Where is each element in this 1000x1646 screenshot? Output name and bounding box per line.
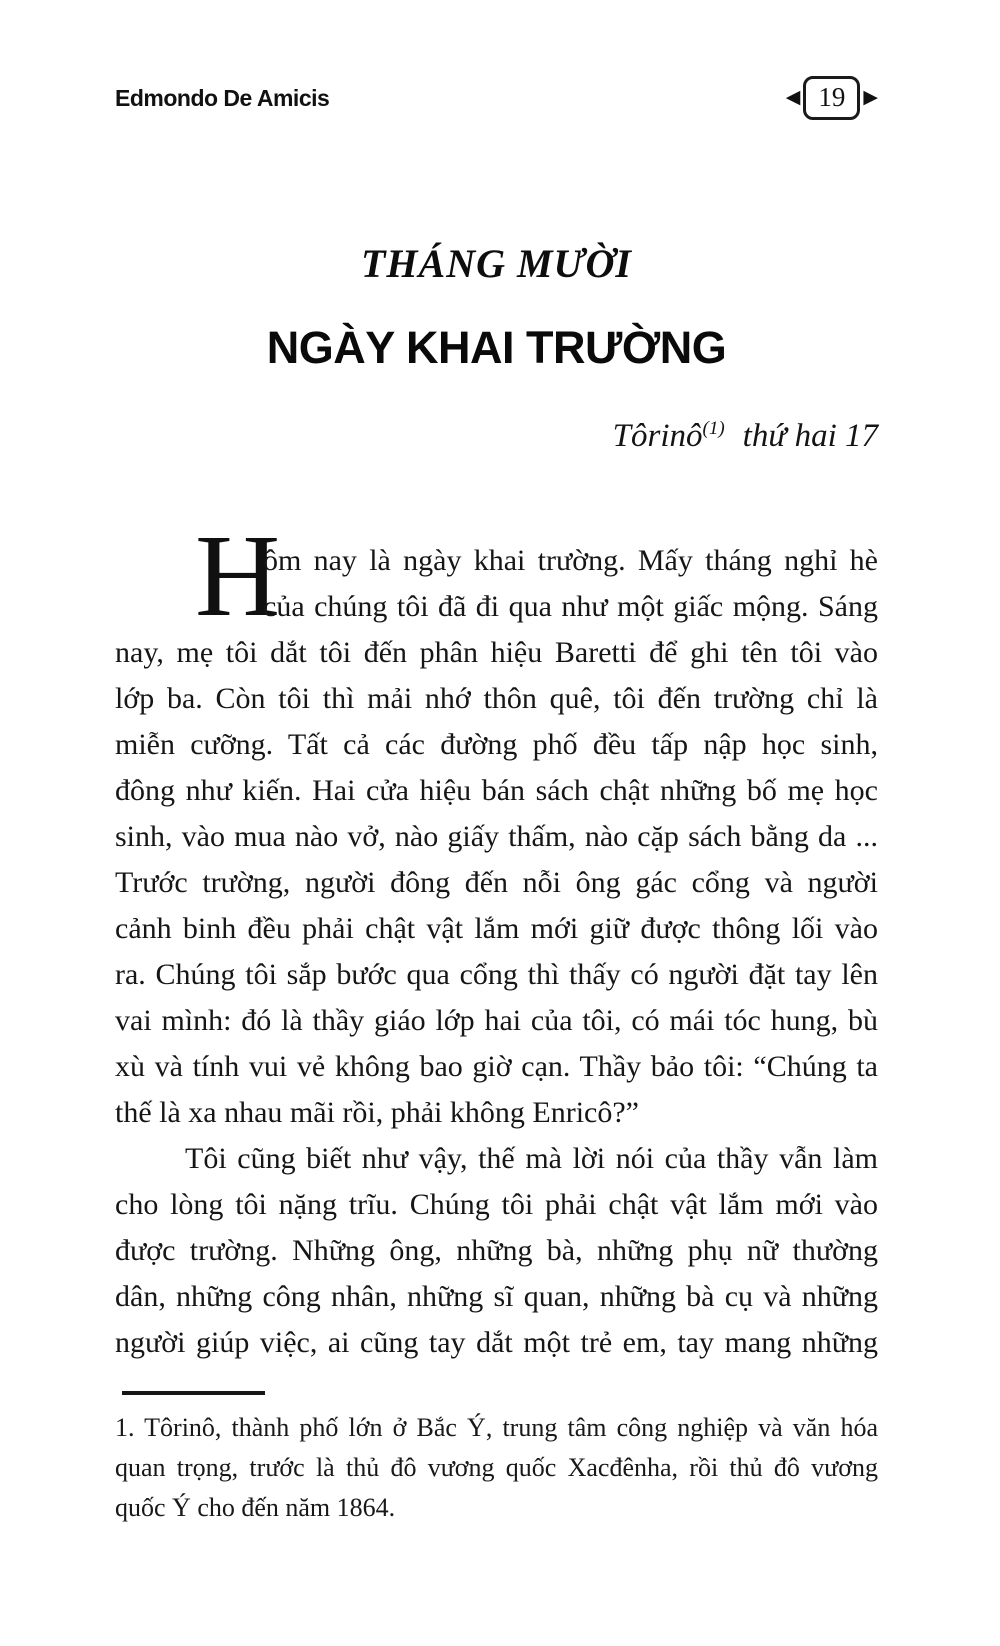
text-line: xù và tính vui vẻ không bao giờ cạn. Thầy bảo tôi: “Chúng ta [115,1050,878,1083]
dateline-date: thứ hai 17 [742,418,878,454]
footnote-line: quốc Ý cho đến năm 1864. [115,1493,396,1522]
page-number: 19 [818,81,846,112]
text-line: Trước trường, người đông đến nỗi ông gác cổng và người [115,866,878,899]
text-line: dân, những công nhân, những sĩ quan, những bà cụ và những [115,1280,878,1313]
text-line: vai mình: đó là thầy giáo lớp hai của tôi, có mái tóc hung, bù [115,1004,878,1037]
text-line: lớp ba. Còn tôi thì mải nhớ thôn quê, tôi đến trường chỉ là [115,682,878,715]
dateline-place: Tôrinô [612,418,703,454]
text-line: Tôi cũng biết như vậy, thế mà lời nói của thầy vẫn làm [185,1142,878,1175]
text-line: của chúng tôi đã đi qua như một giấc mộng. Sáng [263,590,878,623]
text-line: cho lòng tôi nặng trĩu. Chúng tôi phải chật vật lắm mới vào [115,1188,878,1221]
text-line: ôm nay là ngày khai trường. Mấy tháng nghỉ hè [263,544,878,577]
footnote-line: quan trọng, trước là thủ đô vương quốc Xacđênha, rồi thủ đô vương [115,1453,878,1482]
text-line: đông như kiến. Hai cửa hiệu bán sách chật những bố mẹ học [115,774,878,807]
text-line: cảnh binh đều phải chật vật lắm mới giữ được thông lối vào [115,912,878,945]
text-line: được trường. Những ông, những bà, những phụ nữ thường [115,1234,878,1267]
footnote-separator-rule [122,1391,265,1395]
dateline [115,418,878,455]
text-line: thế là xa nhau mãi rồi, phải không Enricô?” [115,1096,639,1129]
text-line: người giúp việc, ai cũng tay dắt một trẻ em, tay mang những [115,1326,878,1359]
page-body-text [115,510,878,1366]
footnote [115,1408,878,1528]
text-line: nay, mẹ tôi dắt tôi đến phân hiệu Baretti để ghi tên tôi vào [115,636,878,669]
footnote-line: 1. Tôrinô, thành phố lớn ở Bắc Ý, trung tâm công nghiệp và văn hóa [115,1413,878,1442]
footnote-reference-marker: (1) [702,418,725,439]
next-page-icon[interactable]: ▶ [863,86,878,109]
drop-cap: H [195,510,281,641]
chapter-month-title: THÁNG MƯỜI [360,241,632,286]
chapter-title: NGÀY KHAI TRƯỜNG [266,322,727,373]
body-paragraph-2 [115,1136,878,1366]
text-line: sinh, vào mua nào vở, nào giấy thấm, nào cặp sách bằng da ... [115,820,878,853]
text-line: miễn cưỡng. Tất cả các đường phố đều tấp nập học sinh, [115,728,878,761]
page-number-badge [803,76,860,120]
running-header-author: Edmondo De Amicis [115,84,330,111]
prev-page-icon[interactable]: ◀ [785,86,801,109]
running-header [115,74,878,122]
page-navigation [786,76,878,120]
text-line: ra. Chúng tôi sắp bước qua cổng thì thấy có người đặt tay lên [115,958,878,991]
body-paragraph-1 [115,510,878,1136]
